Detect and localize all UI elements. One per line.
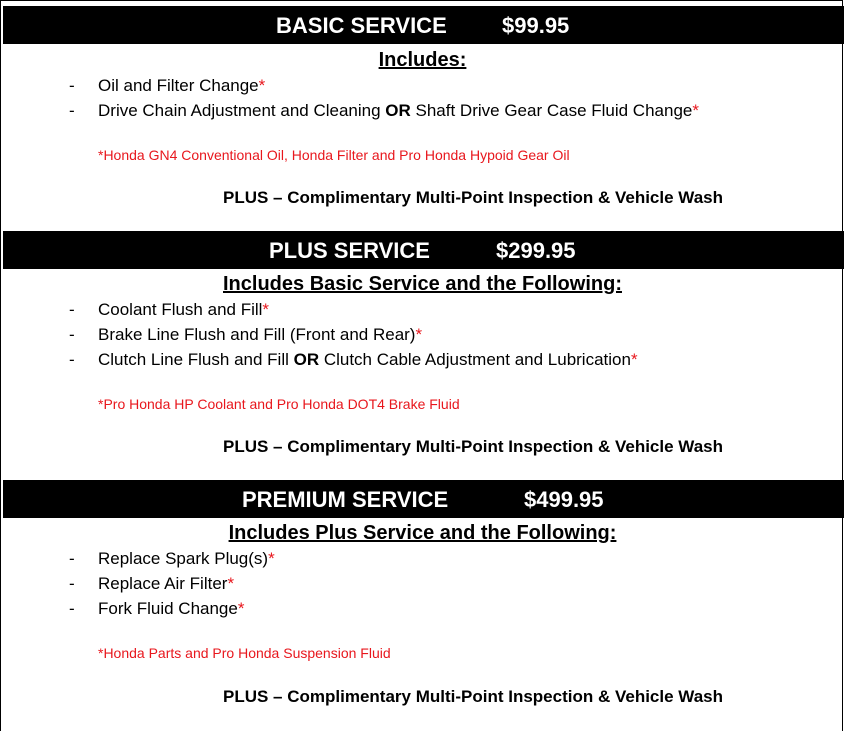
plus-line: PLUS – Complimentary Multi-Point Inspection & Vehicle Wash xyxy=(223,188,723,207)
list-item-text: Coolant Flush and Fill* xyxy=(98,300,270,319)
footnote: *Honda Parts and Pro Honda Suspension Fluid xyxy=(98,645,391,661)
list-item-text: Replace Spark Plug(s)* xyxy=(98,549,275,568)
list-dash: - xyxy=(69,300,75,319)
service-price: $99.95 xyxy=(502,13,570,38)
list-item-text: Clutch Line Flush and Fill OR Clutch Cable Adjustment and Lubrication* xyxy=(98,350,638,369)
list-item-text: Oil and Filter Change* xyxy=(98,76,266,95)
includes-heading: Includes: xyxy=(378,49,467,71)
service-price: $499.95 xyxy=(524,487,604,512)
premium-service-header xyxy=(3,480,844,518)
list-dash: - xyxy=(69,101,75,120)
plus-service-header xyxy=(3,231,844,269)
plus-line: PLUS – Complimentary Multi-Point Inspection & Vehicle Wash xyxy=(223,687,723,706)
footnote: *Honda GN4 Conventional Oil, Honda Filter and Pro Honda Hypoid Gear Oil xyxy=(98,147,570,163)
includes-heading: Includes Plus Service and the Following: xyxy=(228,522,617,544)
service-price: $299.95 xyxy=(496,238,576,263)
service-name: PLUS SERVICE xyxy=(269,238,430,263)
list-item-text: Replace Air Filter* xyxy=(98,574,235,593)
list-dash: - xyxy=(69,325,75,344)
list-item-text: Fork Fluid Change* xyxy=(98,599,245,618)
basic-service-header xyxy=(3,6,844,44)
plus-line: PLUS – Complimentary Multi-Point Inspection & Vehicle Wash xyxy=(223,437,723,456)
list-dash: - xyxy=(69,549,75,568)
list-dash: - xyxy=(69,599,75,618)
includes-heading: Includes Basic Service and the Following: xyxy=(223,273,622,295)
list-dash: - xyxy=(69,574,75,593)
service-name: PREMIUM SERVICE xyxy=(242,487,449,512)
list-dash: - xyxy=(69,76,75,95)
service-name: BASIC SERVICE xyxy=(276,13,447,38)
list-item-text: Drive Chain Adjustment and Cleaning OR Shaft Drive Gear Case Fluid Change* xyxy=(98,101,699,120)
list-dash: - xyxy=(69,350,75,369)
list-item-text: Brake Line Flush and Fill (Front and Rear)* xyxy=(98,325,423,344)
footnote: *Pro Honda HP Coolant and Pro Honda DOT4 Brake Fluid xyxy=(98,396,460,412)
